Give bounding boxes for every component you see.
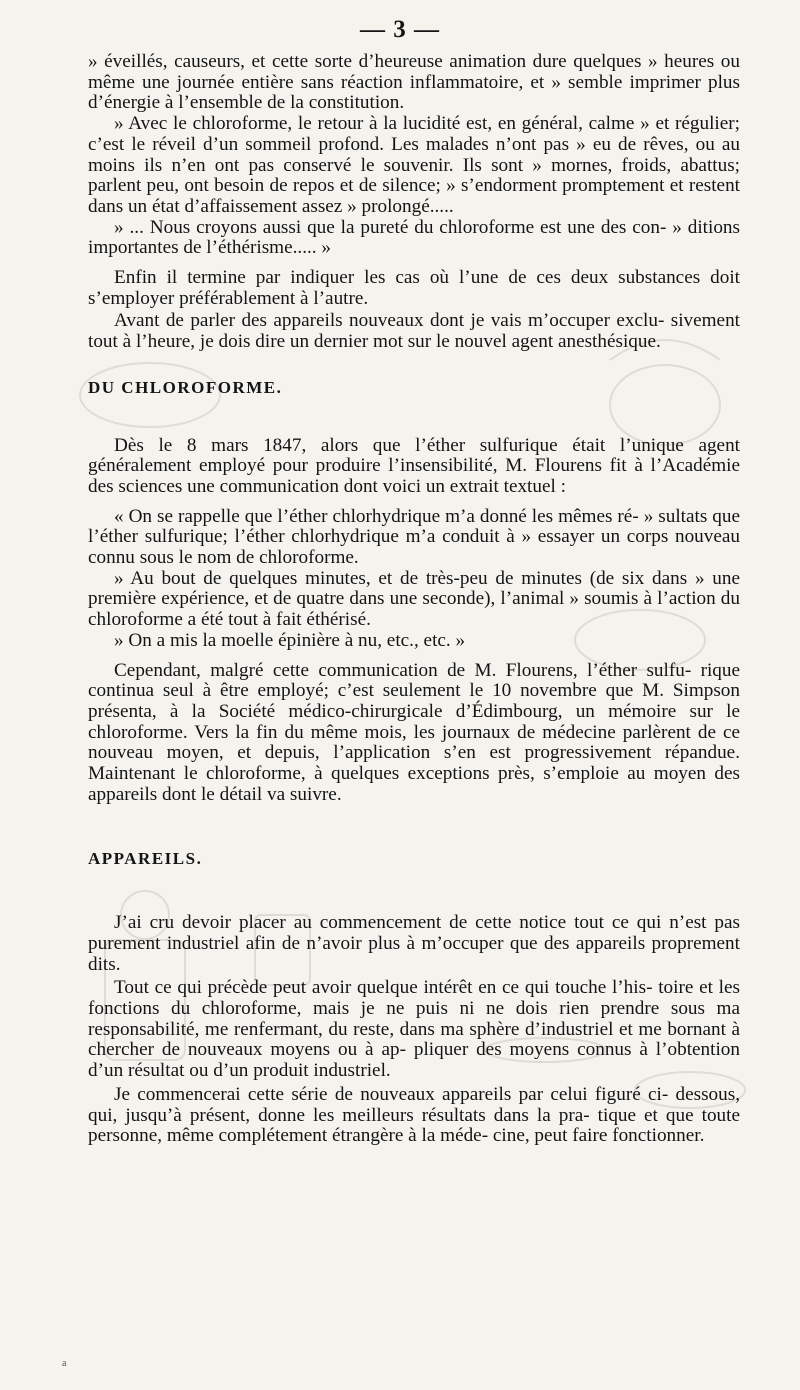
quote-1: « On se rappelle que l’éther chlorhydrique m’a donné les mêmes ré- » sultats que l’éther sulfurique; l’éther chlorhydrique m’a conduit à » essayer un corps nouveau connu sous le nom de chloroforme. [88,505,740,569]
quote-3: » On a mis la moelle épinière à nu, etc., etc. » [114,629,466,651]
section-heading-appareils: APPAREILS. [88,848,203,868]
paragraph-10: Je commencerai cette série de nouveaux appareils par celui figuré ci- dessous, qui, jusqu’à présent, donne les meilleurs résultats dans la pra- tique et que toute personne, même complétement étrangère à la méde- cine, peut faire fonctionner. [88,1083,740,1147]
paragraph-9: Tout ce qui précède peut avoir quelque intérêt en ce qui touche l’his- toire et les fonctions du chloroforme, mais je ne puis ni ne dois rien prendre sous ma responsabilité, me renfermant, du reste, dans ma sphère d’industriel et me bornant à chercher de nouveaux moyens ou à ap- pliquer des moyens connus à l’obtention d’un résultat ou d’un produit industriel. [88,977,740,1082]
paragraph-3: » ... Nous croyons aussi que la pureté du chloroforme est une des con- » ditions importantes de l’éthérisme..... » [88,216,740,259]
corner-mark: a [62,1358,67,1369]
paragraph-7: Cependant, malgré cette communication de M. Flourens, l’éther sulfu- rique continua seul à être employé; c’est seulement le 10 novembre que M. Simpson présenta, à la Société médico-chirurgicale d’Édimbourg, un mémoire sur le chloroforme. Vers la fin du même mois, les journaux de médecine parlèrent de ce nouveau moyen, et depuis, l’application s’en est progressivement répandue. Maintenant le chloroforme, à quelques exceptions près, s’emploie au moyen des appareils dont le détail va suivre. [88,659,740,805]
page-number: — 3 — [360,16,440,43]
body-text [88,52,740,1147]
quote-2: » Au bout de quelques minutes, et de très-peu de minutes (de six dans » une première expérience, et de quatre dans une seconde), l’animal » soumis à l’action du chloroforme a été tout à fait éthérisé. [88,567,740,631]
paragraph-4: Enfin il termine par indiquer les cas où l’une de ces deux substances doit s’employer préférablement à l’autre. [88,267,740,309]
paragraph-8: J’ai cru devoir placer au commencement de cette notice tout ce qui n’est pas purement industriel afin de n’avoir plus à m’occuper que des appareils proprement dits. [88,912,740,975]
paragraph-2: » Avec le chloroforme, le retour à la lucidité est, en général, calme » et régulier; c’est le réveil d’un sommeil profond. Les malades n’ont pas » eu de rêves, ou au moins ils n’en ont pas conservé le souvenir. Ils sont » mornes, froids, abattus; parlent peu, ont besoin de repos et de silence; » s’endorment promptement et restent dans un état d’affaissement assez » prolongé..... [88,113,740,217]
paragraph-5: Avant de parler des appareils nouveaux dont je vais m’occuper exclu- sivement tout à l’heure, je dois dire un dernier mot sur le nouvel agent anesthésique. [88,310,740,353]
section-heading-chloroforme: DU CHLOROFORME. [88,377,283,397]
paragraph-6: Dès le 8 mars 1847, alors que l’éther sulfurique était l’unique agent généralement employé pour produire l’insensibilité, M. Flourens fit à l’Académie des sciences une communication dont voici un extrait textuel : [88,434,740,497]
paragraph-1: » éveillés, causeurs, et cette sorte d’heureuse animation dure quelques » heures ou même une journée entière sans réaction inflammatoire, et » semble imprimer plus d’énergie à l’ensemble de la constitution. [88,51,740,114]
